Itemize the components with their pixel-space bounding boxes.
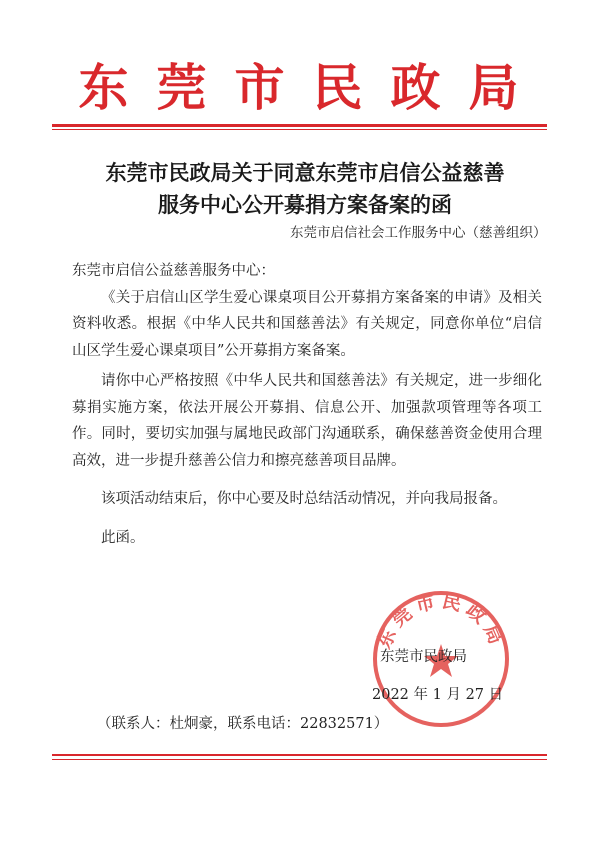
closing-line: 此函。 (101, 529, 145, 546)
footer-red-rule-thin (52, 759, 547, 760)
letterhead-red-rule (52, 124, 547, 127)
document-title (40, 157, 570, 221)
footer-red-rule (52, 754, 547, 756)
svg-text:东莞市民政局: 东莞市民政局 (372, 589, 510, 652)
body-paragraph-3: 该项活动结束后，你中心要及时总结活动情况，并向我局报备。 (101, 491, 507, 507)
document-title-line2: 服务中心公开募捐方案备案的函 (158, 192, 452, 217)
letter-body (72, 258, 542, 551)
letterhead-red-rule-thin (52, 129, 547, 130)
letter-date: 2022 年 1 月 27 日 (372, 687, 504, 703)
document-title-line1: 东莞市民政局关于同意东莞市启信公益慈善 (105, 160, 505, 185)
letterhead-org-name: 东莞市民政局 (78, 58, 547, 117)
salutation: 东莞市启信公益慈善服务中心： (72, 263, 275, 279)
signer-name: 东莞市民政局 (380, 649, 467, 665)
contact-info: （联系人：杜炯豪，联系电话：22832571） (97, 716, 389, 732)
body-paragraph-2: 请你中心严格按照《中华人民共和国慈善法》有关规定，进一步细化募捐实施方案，依法开展公开募捐、信息公开、加强款项管理等各项工作。同时，要切实加强与属地民政部门沟通联系，确保慈善资金使用合理高效，进一步提升慈善公信力和擦亮慈善项目品牌。 (72, 373, 542, 469)
overlay-org-name: 东莞市启信社会工作服务中心（慈善组织） (290, 225, 547, 241)
body-paragraph-1: 《关于启信山区学生爱心课桌项目公开募捐方案备案的申请》及相关资料收悉。根据《中华人民共和国慈善法》有关规定，同意你单位“启信山区学生爱心课桌项目”公开募捐方案备案。 (72, 289, 542, 359)
